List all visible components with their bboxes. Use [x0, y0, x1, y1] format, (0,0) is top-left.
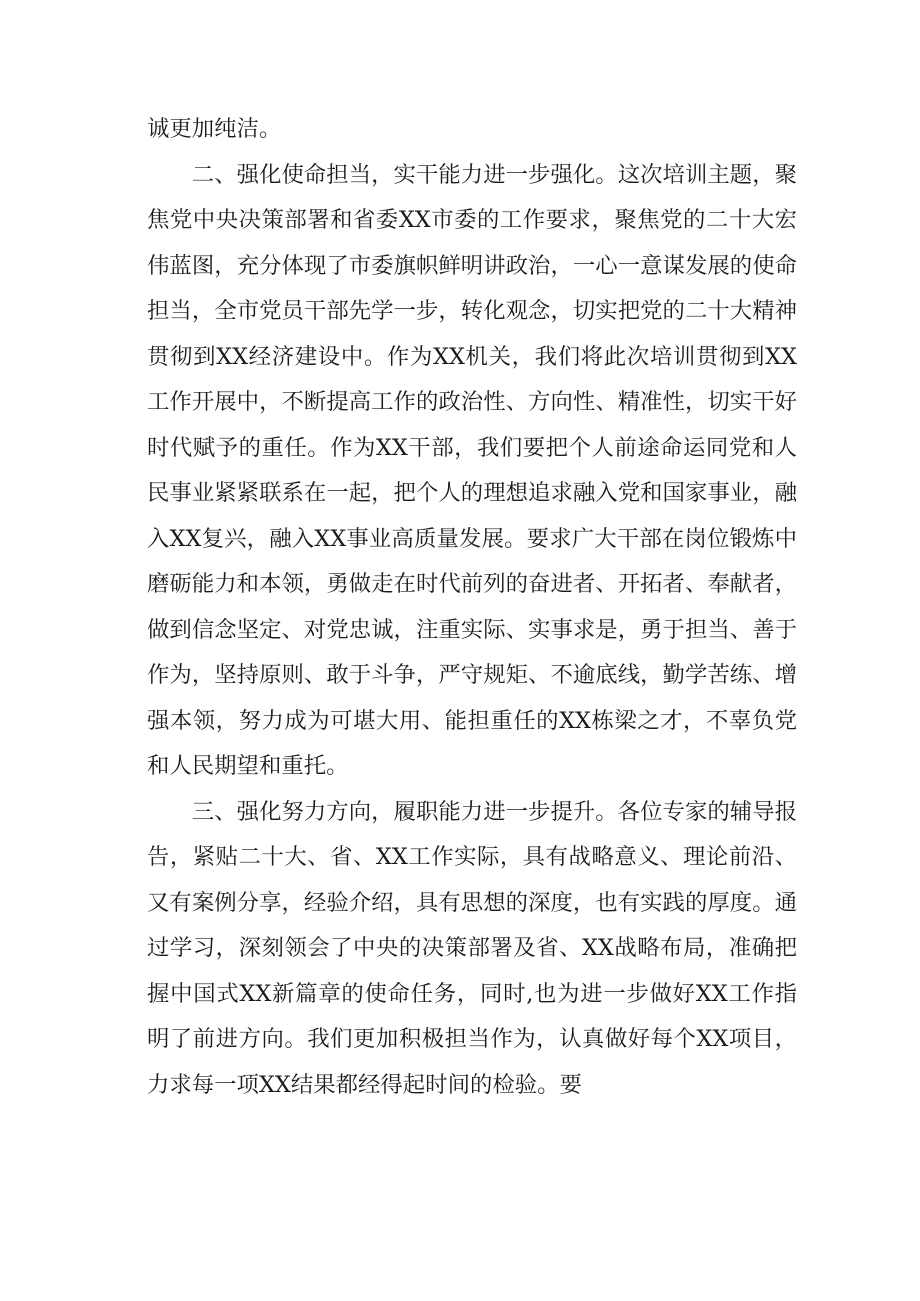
paragraph-section-two: 二、强化使命担当，实干能力进一步强化。这次培训主题，聚焦党中央决策部署和省委XX市委的工作要求，聚焦党的二十大宏伟蓝图，充分体现了市委旗帜鲜明讲政治，一心一意谋发展的使命担当，全市党员干部先学一步，转化观念，切实把党的二十大精神贯彻到XX经济建设中。作为XX机关，我们将此次培训贯彻到XX工作开展中，不断提高工作的政治性、方向性、精准性，切实干好时代赋予的重任。作为XX干部，我们要把个人前途命运同党和人民事业紧紧联系在一起，把个人的理想追求融入党和国家事业，融入XX复兴，融入XX事业高质量发展。要求广大干部在岗位锻炼中磨砺能力和本领，勇做走在时代前列的奋进者、开拓者、奉献者，做到信念坚定、对党忠诚，注重实际、实事求是，勇于担当、善于作为，坚持原则、敢于斗争，严守规矩、不逾底线，勤学苦练、增强本领，努力成为可堪大用、能担重任的XX栋梁之才，不辜负党和人民期望和重托。: [147, 161, 797, 779]
paragraph-section-three: 三、强化努力方向，履职能力进一步提升。各位专家的辅导报告，紧贴二十大、省、XX工作实际，具有战略意义、理论前沿、又有案例分享，经验介绍，具有思想的深度，也有实践的厚度。通过学习，深刻领会了中央的决策部署及省、XX战略布局，准确把握中国式XX新篇章的使命任务，同时,也为进一步做好XX工作指明了前进方向。我们更加积极担当作为，认真做好每个XX项目，力求每一项XX结果都经得起时间的检验。要: [147, 798, 797, 1098]
paragraph-continuation: 诚更加纯洁。: [147, 116, 282, 142]
document-body: [147, 107, 797, 1108]
